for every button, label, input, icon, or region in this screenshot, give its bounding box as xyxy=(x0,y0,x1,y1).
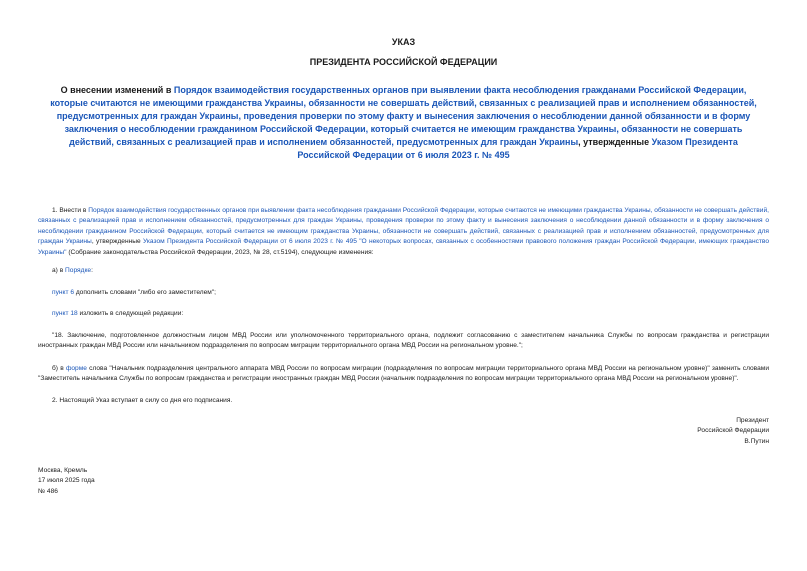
paragraph-2: 2. Настоящий Указ вступает в силу со дня его подписания. xyxy=(52,397,233,404)
decree-kind: УКАЗ xyxy=(391,37,416,47)
place-date-block xyxy=(38,466,95,497)
paragraph-1 xyxy=(38,206,769,258)
title-link-decree[interactable]: Указом Президента Российской Федерации от 6 июля 2023 г. № 495 xyxy=(297,137,738,160)
signature-name: В.Путин xyxy=(744,437,769,445)
pb-link-form[interactable]: форме xyxy=(65,365,87,372)
signature-block xyxy=(697,416,769,447)
pa-text-b: : xyxy=(91,267,93,274)
pa-text-a: а) в xyxy=(52,267,66,274)
p18-link[interactable]: пункт 18 xyxy=(52,310,78,317)
p1-link-procedure[interactable]: Порядок взаимодействия государственных органов при выявлении факта несоблюдения гражданами Российской Федерации, которые считаются не имеющими гражданства Украины, обязанности не совершать действий, связанных с реализацией прав и исполнением обязанностей, предусмотренных для граждан Украины, проведения проверки по этому факту и вынесения заключения о несоблюдении данной обязанности и в форму заключения о несоблюдении гражданином Российской Федерации, который считается не имеющим гражданства Украины, обязанности не совершать действий, связанных с реализацией прав и исполнением обязанностей, предусмотренных для граждан Украины xyxy=(38,207,769,246)
signature-country: Российской Федерации xyxy=(697,427,769,435)
p6-link[interactable]: пункт 6 xyxy=(52,289,74,296)
pa-link-procedure[interactable]: Порядке xyxy=(65,267,92,274)
point-18-change xyxy=(52,309,752,319)
p1-text-d: (Собрание законодательства Российской Федерации, 2023, № 28, ст.5194), следующие изменения: xyxy=(66,248,374,256)
document-title xyxy=(42,84,765,162)
signature-title: Президент xyxy=(736,417,769,424)
subparagraph-a xyxy=(52,266,752,276)
p1-text-b: , утвержденные xyxy=(91,238,143,246)
pb-text-b: слова "Начальник подразделения центрального аппарата МВД России по вопросам миграции (подразделения по вопросам миграции территориального органа МВД России на региональном уровне)" заменить словами "Заместитель начальника Службы по вопросам гражданства и регистрации иностранных граждан МВД России (начальник подразделения по вопросам миграции территориального органа МВД России на региональном уровне)". xyxy=(38,365,769,383)
decree-number: № 486 xyxy=(38,487,58,495)
title-middle: , утвержденные xyxy=(578,137,652,147)
title-link-procedure[interactable]: Порядок взаимодействия государственных органов при выявлении факта несоблюдения гражданами Российской Федерации, которые считаются не имеющими гражданства Украины, обязанности не совершать действий, связанных с реализацией прав и исполнением обязанностей, предусмотренных для граждан Украины, проведения проверки по этому факту и вынесения заключения о несоблюдении данной обязанности и в форму заключения о несоблюдении гражданином Российской Федерации, который считается не имеющим гражданства Украины, обязанности не совершать действий, связанных с реализацией прав и исполнением обязанностей, предусмотренных для граждан Украины xyxy=(50,85,757,147)
decree-issuer: ПРЕЗИДЕНТА РОССИЙСКОЙ ФЕДЕРАЦИИ xyxy=(309,57,498,67)
point-18-quote: "18. Заключение, подготовленное должностным лицом МВД России или уполномоченного территориального органа, подлежит согласованию с заместителем начальника Службы по вопросам гражданства и регистрации иностранных граждан МВД России или начальником подразделения по вопросам миграции территориального органа МВД России на региональном уровне."; xyxy=(38,332,769,350)
pb-text-a: б) в xyxy=(52,365,66,372)
place-date: 17 июля 2025 года xyxy=(38,477,95,485)
subparagraph-b xyxy=(38,364,769,385)
p1-link-decree[interactable]: Указом Президента Российской Федерации от 6 июля 2023 г. № 495 xyxy=(142,238,357,246)
p1-link-decree-title[interactable]: "О некоторых вопросах, связанных с особенностями правового положения граждан Российской Федерации, имеющих гражданство Украины" xyxy=(38,238,769,256)
title-prefix: О внесении изменений в xyxy=(60,85,174,95)
p6-text: дополнить словами "либо его заместителем"; xyxy=(74,289,217,296)
p18-text: изложить в следующей редакции: xyxy=(77,310,184,317)
place-city: Москва, Кремль xyxy=(38,467,88,474)
point-6-change xyxy=(52,288,752,298)
p1-text-a: 1. Внести в xyxy=(52,207,89,214)
